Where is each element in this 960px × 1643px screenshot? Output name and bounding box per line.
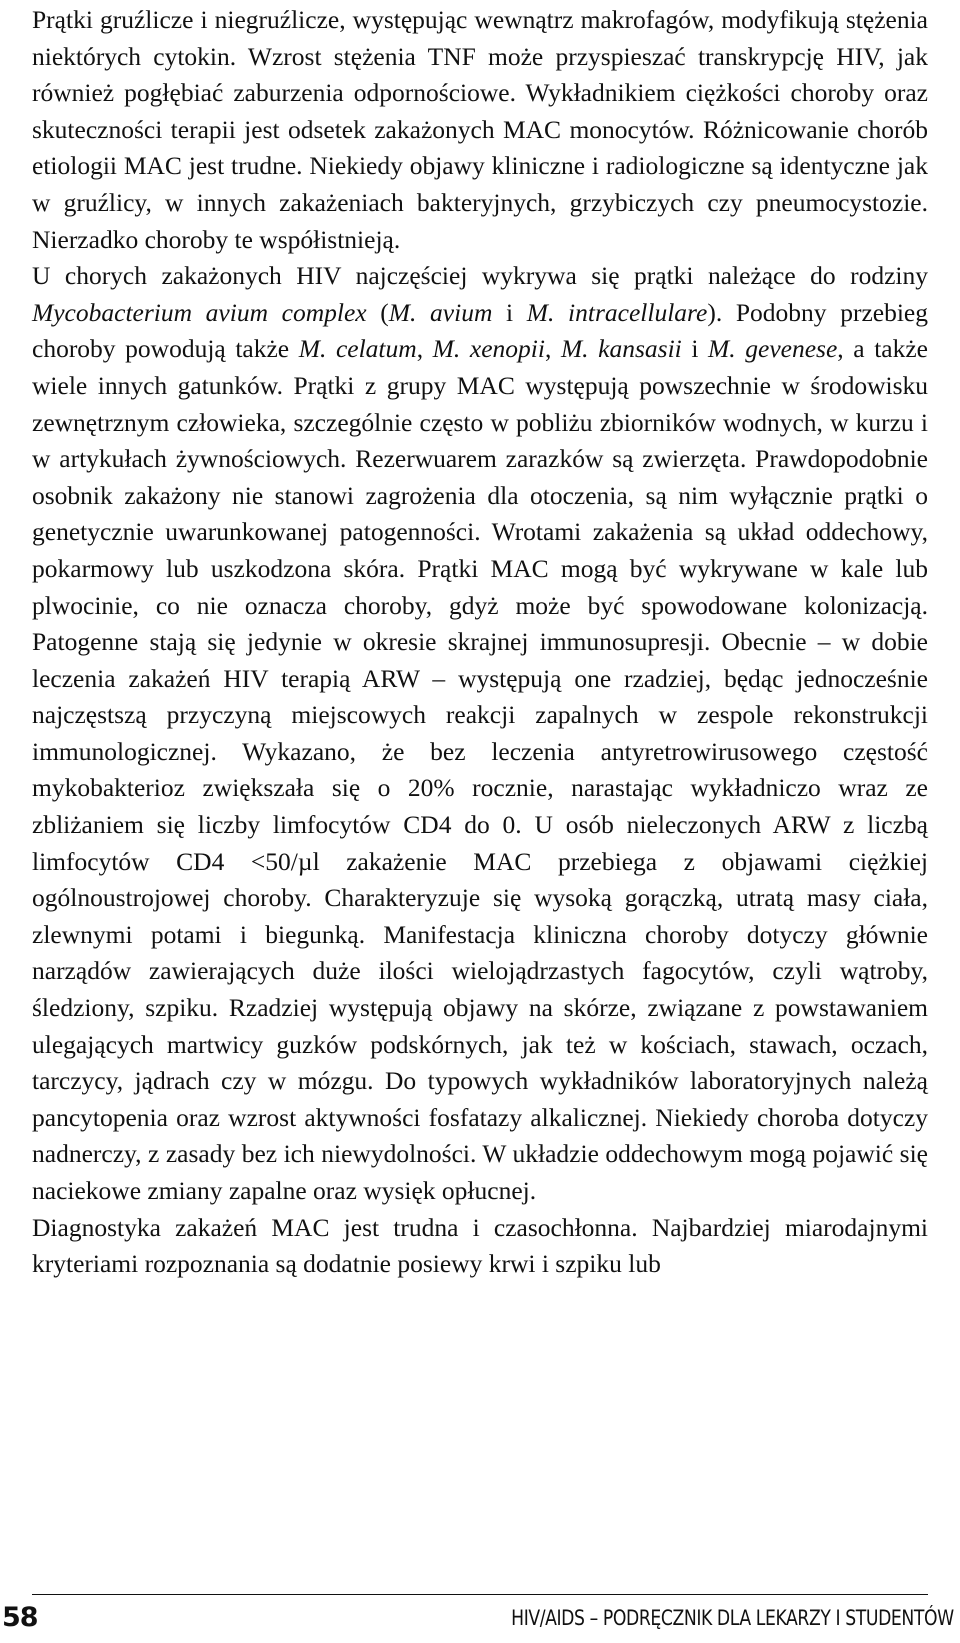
paragraph-2-segment: i: [492, 297, 527, 327]
species-name: M. gevenese: [708, 334, 838, 364]
paragraph-3: [32, 1210, 928, 1283]
species-name: M. intracellulare: [526, 297, 708, 327]
species-name: M. avium: [388, 297, 493, 327]
paragraph-2-segment: i: [681, 334, 709, 364]
paragraph-1-segment: Prątki gruźlicze i niegruźlicze, występując wewnątrz makrofagów, modyfikują stężenia niektórych cytokin. Wzrost stężenia TNF może przyspieszać transkrypcję HIV, jak również pogłębiać zaburzenia odpornościowe. Wykładnikiem ciężkości choroby oraz skuteczności terapii jest odsetek zakażonych MAC monocytów. Różnicowanie chorób etiologii MAC jest trudne. Niekiedy objawy kliniczne i radiologiczne są identyczne jak w gruźlicy, w innych zakażeniach bakteryjnych, grzybiczych czy pneumocystozie. Nierzadko choroby te współistnieją.: [32, 5, 928, 254]
species-name: M. xenopii: [432, 334, 545, 364]
footer-rule: [32, 1594, 928, 1595]
paragraph-2: [32, 258, 928, 1209]
page-number: 58: [2, 1602, 38, 1633]
species-name: Mycobacterium avium complex: [32, 297, 367, 327]
paragraph-2-segment: , a także wiele innych gatunków. Prątki z grupy MAC występują powszechnie w środowisku zewnętrznym człowieka, szczególnie często w pobliżu zbiorników wodnych, w kurzu i w artykułach żywnościowych. Rezerwuarem zarazków są zwierzęta. Prawdopodobnie osobnik zakażony nie stanowi zagrożenia dla otoczenia, są nim wyłącznie prątki o genetycznie uwarunkowanej patogenności. Wrotami zakażenia są układ oddechowy, pokarmowy lub uszkodzona skóra. Prątki MAC mogą być wykrywane w kale lub plwocinie, co nie oznacza choroby, gdyż może być spowodowane kolonizacją. Patogenne stają się jedynie w okresie skrajnej immunosupresji. Obecnie – w dobie leczenia zakażeń HIV terapią ARW – występują one rzadziej, będąc jednocześnie najczęstszą przyczyną miejscowych reakcji zapalnych w zespole rekonstrukcji immunologicznej. Wykazano, że bez leczenia antyretrowirusowego częstość mykobakterioz zwiększała się o 20% rocznie, narastając wykładniczo wraz ze zbliżaniem się liczby limfocytów CD4 do 0. U osób nieleczonych ARW z liczbą limfocytów CD4 <50/µl zakażenie MAC przebiega z objawami ciężkiej ogólnoustrojowej choroby. Charakteryzuje się wysoką gorączką, utratą masy ciała, zlewnymi potami i biegunką. Manifestacja kliniczna choroby dotyczy głównie narządów zawierających duże ilości wielojądrzastych fagocytów, czyli wątroby, śledziony, szpiku. Rzadziej występują objawy na skórze, związane z powstawaniem ulegających martwicy guzków podskórnych, jak też w kościach, stawach, oczach, tarczycy, jądrach czy w mózgu. Do typowych wykładników laboratoryjnych należą pancytopenia oraz wzrost aktywności fosfatazy alkalicznej. Niekiedy choroba dotyczy nadnerczy, z zasady bez ich niewydolności. W układzie oddechowym mogą pojawić się naciekowe zmiany zapalne oraz wysięk opłucnej.: [32, 334, 928, 1205]
running-footer-title: HIV/AIDS – PODRĘCZNIK DLA LEKARZY I STUDENTÓW: [511, 1606, 954, 1630]
paragraph-2-segment: U chorych zakażonych HIV najczęściej wykrywa się prątki należące do rodziny: [32, 261, 928, 291]
paragraph-2-segment: ,: [544, 334, 561, 364]
paragraph-2-segment: ,: [416, 334, 433, 364]
paragraph-2-segment: (: [366, 297, 389, 327]
paragraph-3-segment: Diagnostyka zakażeń MAC jest trudna i czasochłonna. Najbardziej miarodajnymi kryteriami rozpoznania są dodatnie posiewy krwi i szpiku lub: [32, 1212, 928, 1279]
species-name: M. celatum: [298, 334, 417, 364]
paragraph-1: [32, 2, 928, 258]
body-text: [32, 2, 928, 1283]
species-name: M. kansasii: [560, 334, 682, 364]
paragraph-2-segment: ). Podobny przebieg choroby powodują także: [32, 297, 928, 364]
